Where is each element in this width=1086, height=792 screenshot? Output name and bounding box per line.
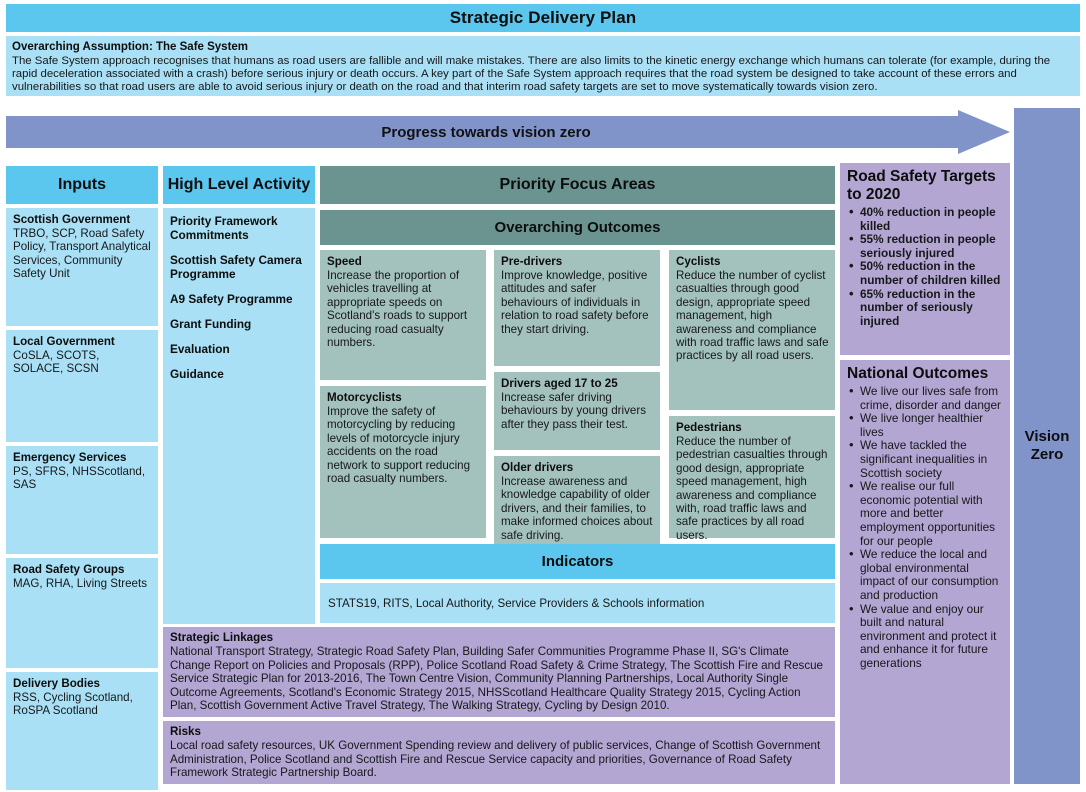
activity-item: Grant Funding <box>170 317 252 331</box>
focus-card <box>320 386 486 538</box>
target-item: • 50% reduction in the number of children killed <box>847 260 1003 287</box>
activity-item: Scottish Safety Camera Programme <box>170 253 302 281</box>
national-outcomes-list <box>847 385 1003 670</box>
input-card-body: CoSLA, SCOTS, SOLACE, SCSN <box>13 349 100 376</box>
input-card-heading: Local Government <box>13 335 115 348</box>
input-card-heading: Emergency Services <box>13 451 127 464</box>
national-outcome-item: • We live longer healthier lives <box>847 412 1003 439</box>
target-item: • 40% reduction in people killed <box>847 206 1003 233</box>
focus-card <box>669 416 835 542</box>
input-card <box>6 672 158 790</box>
target-item: • 55% reduction in people seriously injured <box>847 233 1003 260</box>
activity-column-header: High Level Activity <box>163 166 315 204</box>
target-item: • 65% reduction in the number of seriously injured <box>847 288 1003 329</box>
page-title: Strategic Delivery Plan <box>449 8 637 27</box>
national-outcome-item: • We realise our full economic potential with more and better employment opportunities for our people <box>847 480 1003 548</box>
risks-heading: Risks <box>170 725 201 738</box>
national-outcome-item: • We live our lives safe from crime, disorder and danger <box>847 385 1003 412</box>
focus-card-body: Improve knowledge, positive attitudes and safer behaviours of individuals in relation to road safety before they start driving. <box>501 269 649 336</box>
focus-card-heading: Older drivers <box>501 461 574 474</box>
priority-focus-grid <box>320 250 835 542</box>
focus-card <box>494 372 660 450</box>
national-outcomes-heading: National Outcomes <box>847 365 989 382</box>
page-title-bar <box>6 4 1080 32</box>
national-outcome-item: • We reduce the local and global environmental impact of our consumption and production <box>847 548 1003 602</box>
input-card-body: MAG, RHA, Living Streets <box>13 577 148 590</box>
input-card <box>6 330 158 442</box>
focus-card-heading: Motorcyclists <box>327 391 402 404</box>
road-safety-targets-panel <box>840 163 1010 355</box>
risks-body: Local road safety resources, UK Government Spending review and delivery of public services, Change of Scottish Government Administration, Police Scotland and Scottish Fire and Rescue Service capacity and priorities, Governance of Road Safety Framework Strategic Partnership Board. <box>170 739 821 780</box>
input-card-heading: Delivery Bodies <box>13 677 100 690</box>
focus-card-body: Reduce the number of cyclist casualties through good design, appropriate speed management, high awareness and compliance with road traffic laws and safe practices by all road users. <box>676 269 829 363</box>
activity-item: Priority Framework Commitments <box>170 214 278 242</box>
targets-list <box>847 206 1003 328</box>
targets-heading: Road Safety Targets to 2020 <box>847 168 996 203</box>
focus-card-body: Improve the safety of motorcycling by reducing levels of motorcycle injury accidents on the road network to support reducing road casualty numbers. <box>327 405 471 486</box>
focus-card <box>320 250 486 380</box>
focus-card <box>494 250 660 366</box>
activity-item: Guidance <box>170 367 224 381</box>
strategic-linkages-heading: Strategic Linkages <box>170 631 274 644</box>
vision-zero-column <box>1014 108 1080 784</box>
inputs-column <box>6 208 158 784</box>
focus-card-heading: Cyclists <box>676 255 721 268</box>
assumption-body: The Safe System approach recognises that humans as road users are fallible and will make mistakes. There are also limits to the kinetic energy exchange which humans can tolerate (for example, during the rapid deceleration associated with a crash) before serious injury or death occurs. A key part of the Safe System approach requires that the road system be designed to take account of these errors and vulnerabilities so that road users are able to avoid serious injury or death on the road and that interim road safety targets are set to move systematically towards vision zero. <box>12 55 1051 94</box>
overarching-outcomes-header: Overarching Outcomes <box>320 210 835 245</box>
focus-card-heading: Speed <box>327 255 362 268</box>
input-card-body: TRBO, SCP, Road Safety Policy, Transport Analytical Services, Community Safety Unit <box>13 227 151 281</box>
national-outcomes-panel <box>840 360 1010 784</box>
progress-arrow-label: Progress towards vision zero <box>381 123 591 141</box>
risks-box <box>163 721 835 784</box>
activity-item: A9 Safety Programme <box>170 292 293 306</box>
focus-card-body: Increase safer driving behaviours by young drivers after they pass their test. <box>501 391 647 431</box>
national-outcome-item: • We have tackled the significant inequalities in Scottish society <box>847 439 1003 480</box>
strategic-linkages-box <box>163 627 835 717</box>
input-card <box>6 446 158 554</box>
national-outcome-item: • We value and enjoy our built and natural environment and protect it and enhance it for future generations <box>847 603 1003 671</box>
input-card-heading: Road Safety Groups <box>13 563 125 576</box>
input-card <box>6 558 158 668</box>
focus-card-heading: Pre-drivers <box>501 255 563 268</box>
focus-card-heading: Drivers aged 17 to 25 <box>501 377 618 390</box>
focus-card-body: Increase awareness and knowledge capability of older drivers, and their families, to make informed choices about safe driving. <box>501 475 653 542</box>
overarching-assumption-box <box>6 36 1080 96</box>
strategic-linkages-body: National Transport Strategy, Strategic Road Safety Plan, Building Safer Communities Programme Phase II, SG's Climate Change Report on Policies and Proposals (RPP), Police Scotland Road Safety & Crime Strategy, The Scottish Fire and Rescue Service Strategic Plan for 2013-2016, The Town Centre Vision, Community Planning Partnerships, Local Authority Single Outcome Agreements, Scotland's Economic Strategy 2015, NHSScotland Healthcare Quality Strategy 2015, Cycling Action Plan, Scottish Government Active Travel Strategy, The Walking Strategy, Cycling by Design 2010. <box>170 645 824 713</box>
input-card-heading: Scottish Government <box>13 213 131 226</box>
input-card-body: PS, SFRS, NHSScotland, SAS <box>13 465 146 492</box>
assumption-heading: Overarching Assumption: The Safe System <box>12 41 249 53</box>
progress-arrow <box>6 110 1010 154</box>
input-card-body: RSS, Cycling Scotland, RoSPA Scotland <box>13 691 133 718</box>
vision-zero-label: Vision Zero <box>1024 428 1070 463</box>
indicators-header: Indicators <box>320 544 835 579</box>
arrow-shape <box>6 110 1010 154</box>
input-card <box>6 208 158 326</box>
focus-card-body: Reduce the number of pedestrian casualties through good design, appropriate speed management, high awareness and compliance with, road traffic laws and safe practices by all road users. <box>676 435 828 542</box>
activity-item: Evaluation <box>170 342 230 356</box>
focus-card-body: Increase the proportion of vehicles travelling at appropriate speeds on Scotland's roads to support reducing road casualty numbers. <box>327 269 468 350</box>
inputs-column-header: Inputs <box>6 166 158 204</box>
focus-column-header: Priority Focus Areas <box>320 166 835 204</box>
indicators-body: STATS19, RITS, Local Authority, Service Providers & Schools information <box>320 583 835 623</box>
focus-card <box>669 250 835 410</box>
focus-card-heading: Pedestrians <box>676 421 742 434</box>
high-level-activity-column <box>163 208 315 624</box>
